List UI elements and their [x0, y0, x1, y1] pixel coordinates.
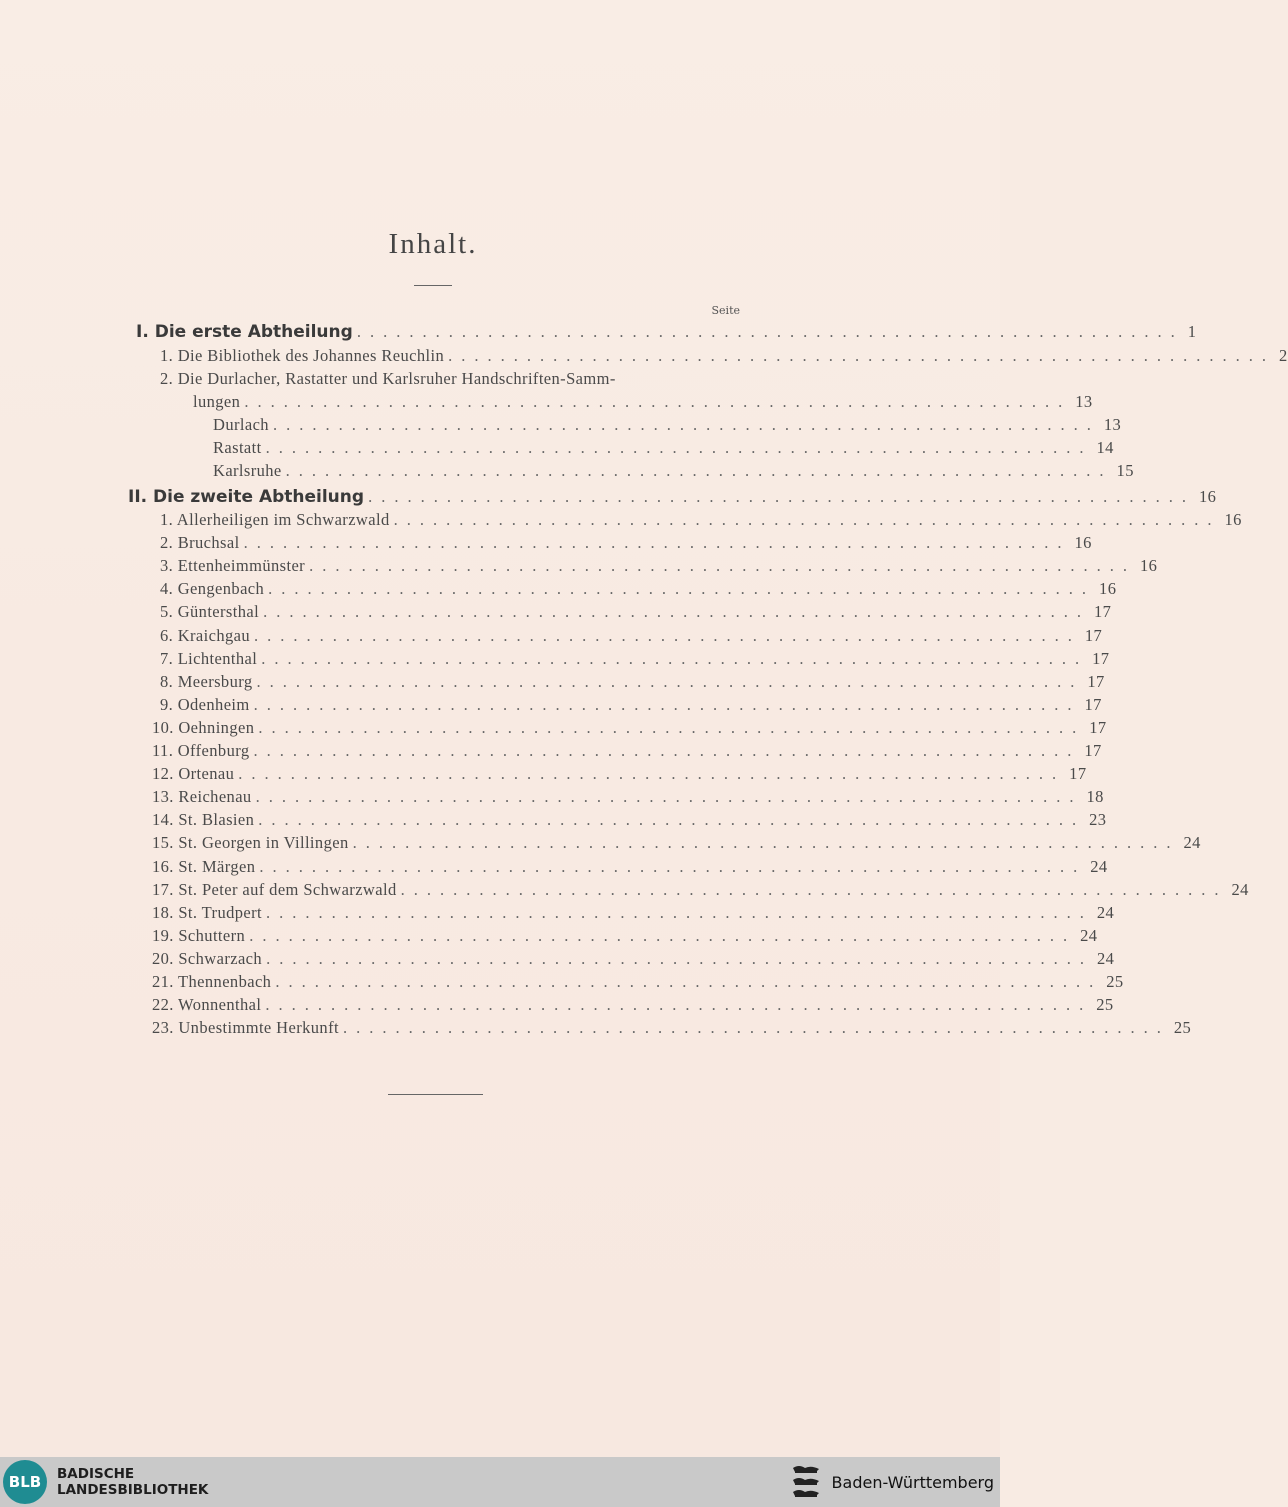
toc-entry-label: Rastatt [213, 438, 262, 457]
toc-page-number: 24 [1096, 902, 1115, 922]
toc-entry[interactable] [152, 764, 1087, 786]
leader-dots: ............................................................... [342, 1018, 1170, 1038]
baden-wuerttemberg-text: Baden-Württemberg [831, 1472, 994, 1492]
toc-entry-label: 7. Lichtenthal [160, 648, 258, 668]
leader-dots: ............................................................... [243, 533, 1071, 553]
leader-dots: ............................................................... [268, 579, 1096, 599]
toc-page-number: 17 [1069, 764, 1087, 784]
leader-dots: ............................................................... [285, 461, 1113, 480]
leader-dots: ............................................................... [259, 856, 1087, 876]
toc-page-number: 16 [1074, 533, 1092, 553]
leader-dots: ............................................................... [244, 392, 1072, 411]
footer-bar [0, 1457, 1000, 1507]
toc-entry[interactable] [152, 972, 1124, 994]
toc-entry[interactable] [152, 741, 1102, 763]
toc-entry[interactable] [152, 717, 1107, 740]
toc-page-number: 18 [1086, 787, 1104, 807]
toc-page-number: 17 [1089, 717, 1107, 737]
toc-entry-label: 14. St. Blasien [152, 810, 255, 830]
leader-dots: ............................................................... [256, 671, 1084, 691]
leader-dots: ............................................................... [261, 648, 1089, 668]
toc-entry[interactable] [160, 694, 1102, 717]
leader-dots: ............................................................... [263, 602, 1090, 622]
blb-line-1: BADISCHE [57, 1466, 135, 1482]
leader-dots: ............................................................... [254, 625, 1081, 645]
toc-page-number: 17 [1084, 741, 1102, 760]
toc-entry[interactable] [152, 948, 1115, 971]
leader-dots: ............................................................... [266, 902, 1093, 922]
leader-dots: ............................................................... [253, 694, 1081, 714]
toc-entry[interactable] [160, 602, 1112, 624]
toc-entry-label: 5. Güntersthal [160, 602, 260, 622]
leader-dots: ............................................................... [448, 346, 1276, 365]
toc-entry-label: 2. Bruchsal [160, 533, 240, 553]
leader-dots: ............................................................... [352, 833, 1180, 853]
blb-logo-icon: BLB [3, 1460, 47, 1504]
toc-entry[interactable] [152, 925, 1098, 948]
toc-entry-label: 2. Die Durlacher, Rastatter und Karlsruher Handschriften-Samm- [160, 369, 616, 388]
leader-dots: ............................................................... [258, 717, 1086, 737]
leader-dots: ............................................................... [275, 972, 1103, 991]
end-rule [388, 1094, 483, 1095]
toc-entry-label: 8. Meersburg [160, 671, 253, 691]
toc-entry-label: 23. Unbestimmte Herkunft [152, 1018, 339, 1038]
toc-page-number: 17 [1084, 625, 1103, 645]
three-lions-icon [790, 1462, 824, 1502]
toc-entry-label: 3. Ettenheimmünster [160, 556, 306, 576]
toc-entry-label: 20. Schwarzach [152, 948, 263, 968]
toc-page-number: 2 [1279, 346, 1288, 365]
toc-entry-label: 10. Oehningen [152, 717, 255, 737]
toc-entry-label: 6. Kraichgau [160, 625, 251, 645]
toc-page-number: 16 [1139, 556, 1158, 576]
toc-entry[interactable] [152, 787, 1104, 809]
toc-entry-label: 22. Wonnenthal [152, 995, 262, 1015]
toc-part-label: II. Die zweite Abtheilung [128, 487, 365, 507]
title-rule [414, 285, 452, 286]
toc-page-number: 15 [1116, 461, 1134, 480]
toc-page-number: 23 [1089, 810, 1107, 830]
blb-logo-text [57, 1466, 208, 1498]
toc-entry[interactable] [152, 856, 1108, 879]
leader-dots: ............................................................... [356, 322, 1184, 341]
leader-dots: ............................................................... [393, 510, 1221, 529]
toc-entry-label: 17. St. Peter auf dem Schwarzwald [152, 879, 397, 899]
blb-line-2: LANDESBIBLIOTHEK [57, 1482, 209, 1498]
toc-entry[interactable] [160, 533, 1092, 555]
toc-entry-label: 4. Gengenbach [160, 579, 265, 599]
toc-entry[interactable] [193, 392, 1093, 414]
page-title: Inhalt. [388, 228, 478, 260]
blb-logo[interactable] [3, 1460, 208, 1504]
leader-dots: ............................................................... [400, 879, 1228, 899]
toc-entry[interactable] [160, 625, 1103, 648]
toc-entry-label: 15. St. Georgen in Villingen [152, 833, 349, 853]
toc-entry[interactable] [152, 833, 1201, 855]
toc-entry-label: Durlach [213, 415, 269, 434]
leader-dots: ............................................................... [253, 741, 1081, 760]
toc-part-label: I. Die erste Abtheilung [136, 322, 353, 342]
toc-page-number: 24 [1183, 833, 1201, 853]
toc-page-number: 16 [1224, 510, 1242, 529]
leader-dots: ............................................................... [368, 487, 1195, 506]
toc-part-2[interactable] [128, 487, 1217, 509]
leader-dots: ............................................................... [255, 787, 1083, 807]
leader-dots: ............................................................... [258, 810, 1086, 830]
toc-entry[interactable] [160, 579, 1117, 601]
toc-entry[interactable] [160, 346, 1288, 368]
toc-entry-label: 1. Die Bibliothek des Johannes Reuchlin [160, 346, 445, 365]
baden-wuerttemberg-logo[interactable] [790, 1462, 994, 1502]
seite-label: Seite [711, 304, 740, 317]
toc-page-number: 24 [1080, 925, 1098, 945]
toc-entry[interactable] [160, 510, 1242, 532]
toc-entry-label: 16. St. Märgen [152, 856, 256, 876]
toc-page-number: 17 [1092, 648, 1110, 668]
toc-entry-label: 18. St. Trudpert [152, 902, 263, 922]
leader-dots: ............................................................... [309, 556, 1136, 576]
toc-entry-label: 21. Thennenbach [152, 972, 272, 991]
leader-dots: ............................................................... [272, 415, 1100, 434]
toc-entry-label: 12. Ortenau [152, 764, 235, 784]
toc-page-number: 25 [1096, 995, 1114, 1015]
toc-page-number: 25 [1106, 972, 1124, 991]
toc-entry[interactable] [213, 461, 1134, 483]
toc-page-number: 1 [1187, 322, 1197, 341]
toc-entry[interactable] [152, 995, 1114, 1017]
toc-entry-label: 11. Offenburg [152, 741, 250, 760]
toc-entry[interactable] [160, 671, 1105, 694]
toc-entry-label: Karlsruhe [213, 461, 282, 480]
toc-entry-label: 9. Odenheim [160, 694, 250, 714]
toc-page-number: 24 [1090, 856, 1108, 876]
leader-dots: ............................................................... [265, 438, 1093, 457]
toc-page-number: 13 [1075, 392, 1093, 411]
leader-dots: ............................................................... [266, 948, 1093, 968]
toc-page-number: 25 [1173, 1018, 1192, 1038]
toc-entry[interactable] [213, 438, 1114, 460]
leader-dots: ............................................................... [238, 764, 1066, 784]
toc-entry-continuation: lungen [193, 392, 241, 411]
toc-entry-label: 1. Allerheiligen im Schwarzwald [160, 510, 390, 529]
toc-entry-label: 13. Reichenau [152, 787, 252, 807]
toc-page-number: 17 [1093, 602, 1112, 622]
toc-page-number: 14 [1096, 438, 1114, 457]
toc-entry[interactable] [213, 415, 1122, 437]
toc-page-number: 24 [1231, 879, 1249, 899]
toc-entry[interactable] [152, 879, 1249, 902]
toc-page-number: 13 [1103, 415, 1122, 434]
toc-part-1[interactable] [136, 322, 1197, 344]
leader-dots: ............................................................... [249, 925, 1077, 945]
toc-page-number: 17 [1084, 694, 1102, 714]
toc-entry[interactable] [152, 810, 1107, 832]
toc-page-number: 24 [1096, 948, 1115, 968]
toc-page-number: 17 [1087, 671, 1105, 691]
toc-page-number: 16 [1198, 487, 1217, 506]
toc-entry[interactable] [160, 648, 1110, 671]
toc-page-number: 16 [1099, 579, 1117, 599]
toc-entry-label: 19. Schuttern [152, 925, 246, 945]
toc-entry[interactable] [160, 556, 1158, 578]
leader-dots: ............................................................... [265, 995, 1093, 1015]
toc-entry[interactable] [152, 902, 1115, 925]
toc-entry[interactable] [152, 1018, 1192, 1040]
